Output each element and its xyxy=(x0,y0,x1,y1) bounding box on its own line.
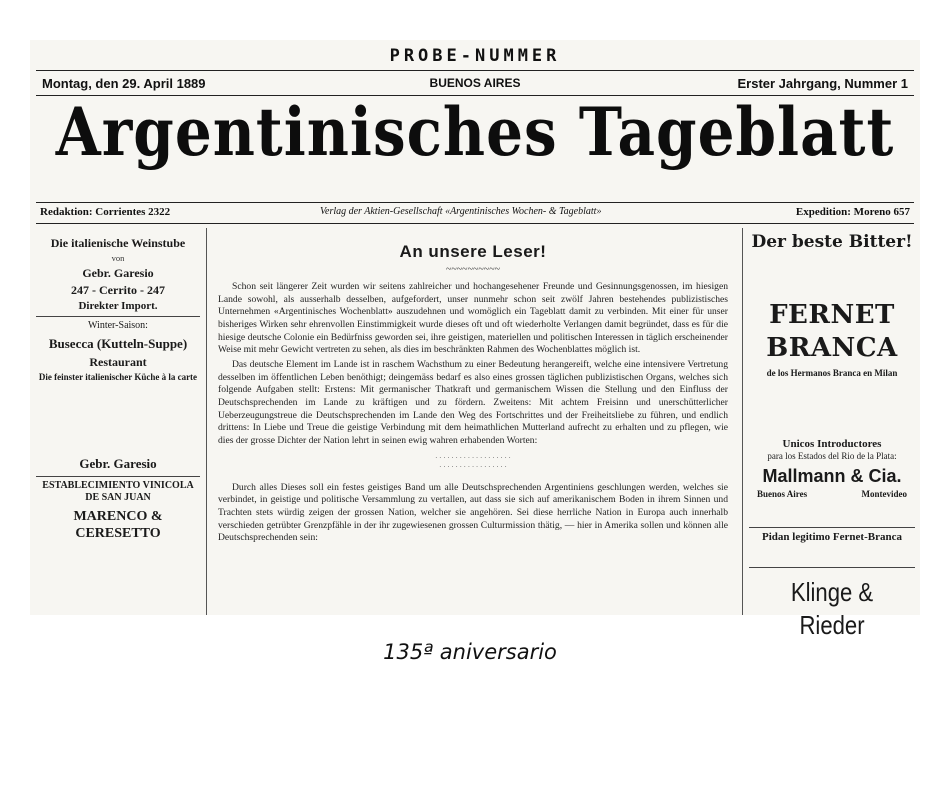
city-buenos-aires: Buenos Aires xyxy=(757,489,808,499)
divider xyxy=(749,567,915,568)
bitter-header: Der beste Bitter! xyxy=(751,232,913,252)
quoted-verse: · · · · · · · · · · · · · · · · · · · · · · · · · · · · · · · · · · · · xyxy=(435,453,511,471)
marenco: MARENCO & CERESETTO xyxy=(73,508,163,542)
masthead: Argentinisches Tageblatt xyxy=(55,92,895,172)
dish-name: Busecca (Kutteln-Suppe) xyxy=(48,335,188,351)
dateline xyxy=(42,76,908,94)
issue-city: BUENOS AIRES xyxy=(429,76,521,90)
article-body xyxy=(218,281,728,545)
pidan: Pidan legitimo Fernet-Branca xyxy=(762,531,902,544)
editorial-column xyxy=(206,228,740,615)
info-line xyxy=(40,206,910,222)
right-ad-column xyxy=(742,228,921,640)
newspaper-clipping xyxy=(30,40,920,640)
divider xyxy=(749,527,915,528)
winter-season: Winter-Saison: xyxy=(88,320,148,332)
klinge-rieder: Klinge & Rieder xyxy=(790,577,874,640)
article-title: An unsere Leser! xyxy=(399,242,547,261)
expedition: Expedition: Moreno 657 xyxy=(795,206,910,218)
paragraph-3: Durch alles Dieses soll ein festes geistiges Band um alle Deutschsprechenden Argentiniens geschlungen werden, welches sie verbindet, in geistige und politische Versammlung zu vertallen, aut dass sie sich auf amerikanischem Boden in ihrem Sinnen und Trachten stets würdig zeigen der grossen Nation, welcher sie angehören. Sei diese herrliche Nation in Europa auch innerhalb verschieden getrübter Grenzpfähle in der ihr zugewiesenen grossen Culturmission thätig, — hier in Amerika sollen und können alle Deutschsprechenden sein: xyxy=(218,481,728,544)
weinstube-heading: Die italienische Weinstube xyxy=(50,236,186,250)
paragraph-2: Das deutsche Element im Lande ist in raschem Wachsthum zu einer Bedeutung herangereift, welche eine intensivere Vertretung desselben im öffentlichen Leben benöthigt; deingemäss bedarf es also eines grossen täglichen publizistischen Organs, welches sich folgende Aufgaben stellt: Erstens: Mit germanischer Thatkraft und germanischem Wissen die Stellung und den Einfluss der Deutschsprechenden im Lande zu kräftigen und zu fördern. Zweitens: Mit achtem Freisinn und unerschütterlicher Ueberzeugungstreue die Deutschsprechenden im Lande den Weg des Fortschrittes und der Freiheitsliebe zu führen, und endlich drittens: In Liebe und Treue die geistige Verbindung mit dem heimathlichen Mutterland aufrecht zu erhalten und zu pflegen, wie dies der grosse Dichter der Nation lehrt in seinen ewig wahren erhabenden Worten: xyxy=(218,358,728,446)
estab-place: DE SAN JUAN xyxy=(85,492,151,504)
address: 247 - Cerrito - 247 xyxy=(71,282,165,297)
mallmann: Mallmann & Cia. xyxy=(762,465,902,486)
introductores: Unicos Introductores xyxy=(782,437,882,450)
mallmann-cities xyxy=(757,489,907,500)
title-ornament: ~~~~~~~~~~ xyxy=(445,264,501,275)
estab-name: ESTABLECIMIENTO VINICOLA xyxy=(42,479,194,491)
city-montevideo: Montevideo xyxy=(861,489,907,499)
info-rule xyxy=(36,223,914,224)
issue-number: Erster Jahrgang, Nummer 1 xyxy=(737,76,908,91)
verlag: Verlag der Aktien-Gesellschaft «Argentinisches Wochen- & Tageblatt» xyxy=(320,206,602,217)
masthead-rule xyxy=(36,202,914,203)
introductores-sub: para los Estados del Rio de la Plata: xyxy=(767,451,897,462)
paragraph-1: Schon seit längerer Zeit wurden wir seitens zahlreicher und hochangesehener Freunde und Gesinnungsgenossen, im hiesigen Lande sowohl, als ausserhalb desselben, aufgefordert, unser nunmehr schon seit zwölf Jahren bestehendes publizistisches Unternehmen «Argentinisches Wochenblatt» auszudehnen und womöglich ein Tageblatt damit zu verbinden. Mit einer für unser bisheriges Wirken sehr ehrenvollen Einstimmigkeit wurde dieses oft und oft wiederholte Verlangen damit begründet, dass es für die hiesige deutsche Colonie ein Bedürfniss geworden sei, ihre geistigen, materiellen und politischen Interessen in täglich erscheinender Weise mit mehr Gewicht vertreten zu sehen, als dies im beschränkten Rahmen des Wochenblattes möglich ist. xyxy=(218,281,728,356)
top-rule xyxy=(36,70,914,71)
von-text: von xyxy=(111,253,125,263)
kitchen-text: Die feinster italienischer Küche à la carte xyxy=(38,372,198,383)
direct-import: Direkter Import. xyxy=(78,299,158,312)
owner-name-2: Gebr. Garesio xyxy=(79,456,157,472)
divider xyxy=(36,476,200,477)
issue-date: Montag, den 29. April 1889 xyxy=(42,76,206,91)
redaktion: Redaktion: Corrientes 2322 xyxy=(40,206,171,218)
caption: 135ª aniversario xyxy=(383,640,557,664)
owner-name: Gebr. Garesio xyxy=(82,265,154,280)
restaurant-label: Restaurant xyxy=(89,355,147,370)
divider xyxy=(36,316,200,317)
branca-maker: de los Hermanos Branca en Milan xyxy=(766,368,898,379)
left-ad-column xyxy=(30,228,207,615)
probe-nummer: PROBE-NUMMER xyxy=(389,46,561,66)
fernet-branca: FERNET BRANCA xyxy=(766,300,898,363)
